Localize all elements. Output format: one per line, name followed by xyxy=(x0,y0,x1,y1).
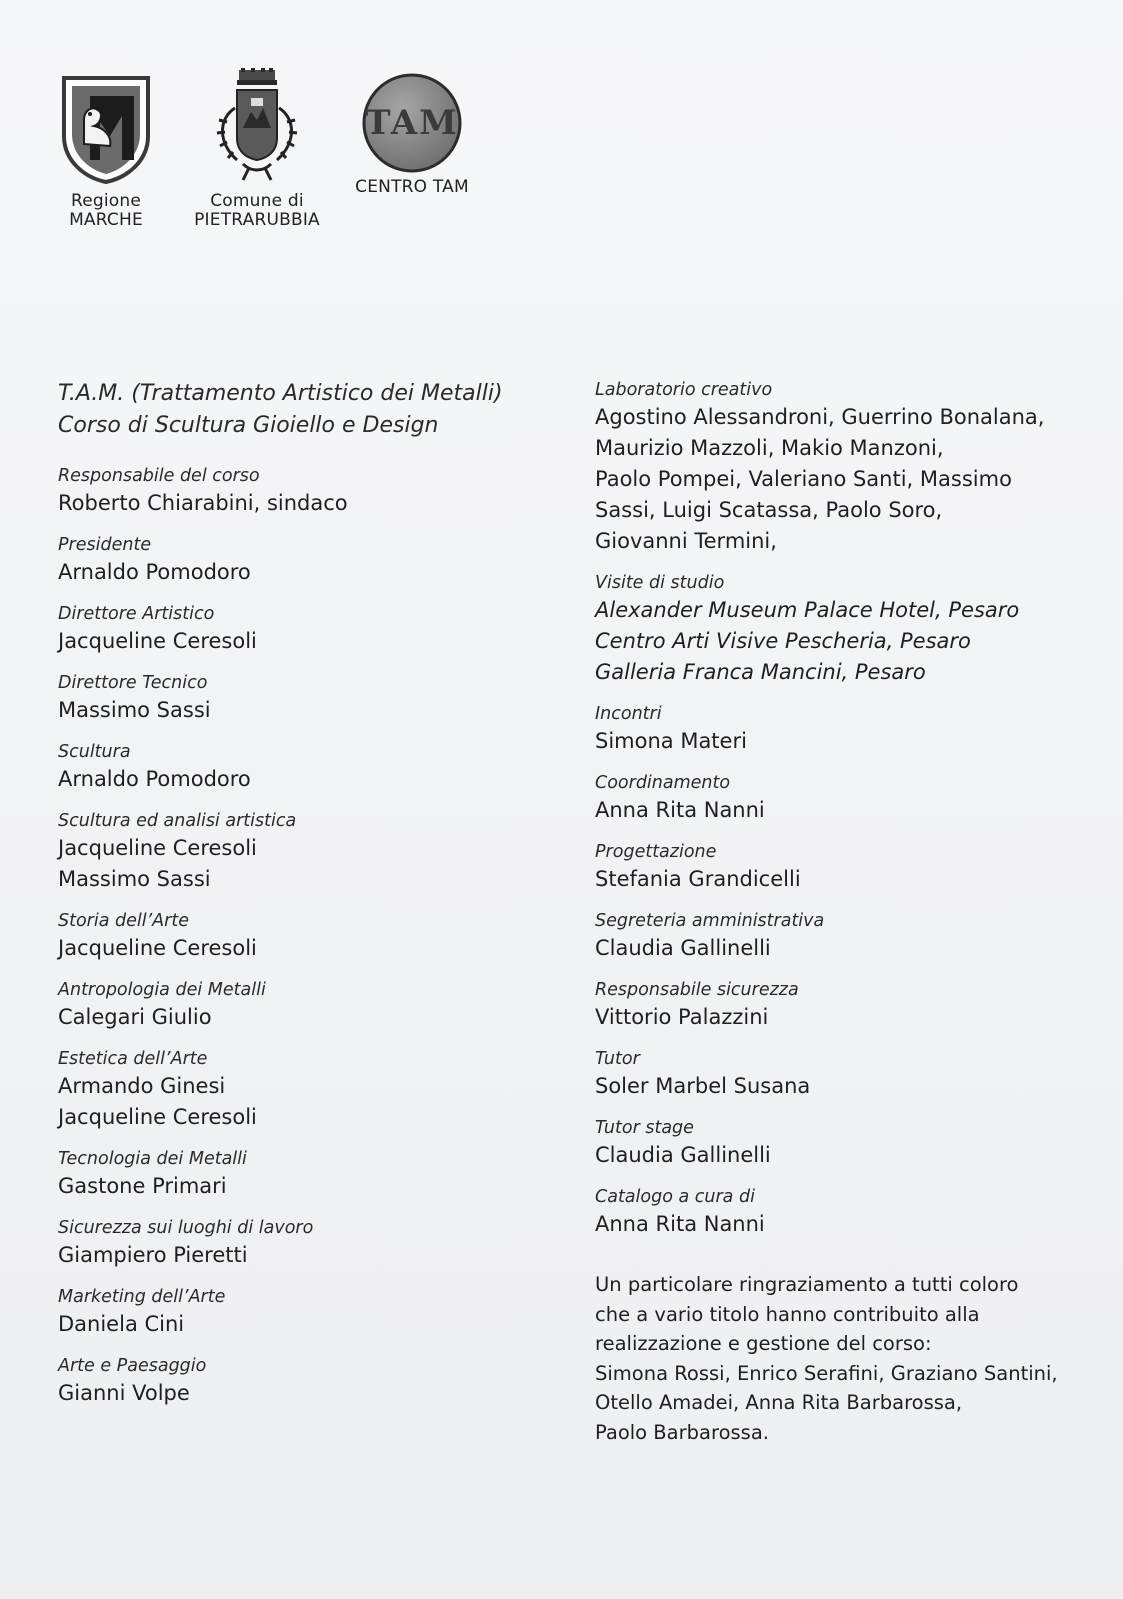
tam-emblem-icon xyxy=(358,72,466,174)
credit-name-line: Maurizio Mazzoli, Makio Manzoni, xyxy=(595,436,944,460)
regione-caption xyxy=(52,192,160,230)
comune-caption xyxy=(186,192,328,230)
credit-section xyxy=(58,978,558,1033)
credit-role-title: Scultura ed analisi artistica xyxy=(58,811,297,831)
credit-section xyxy=(58,1147,558,1202)
credit-section xyxy=(595,702,1095,757)
credit-name-line: Giampiero Pieretti xyxy=(58,1243,248,1267)
credit-section xyxy=(595,1047,1095,1102)
credit-role-title: Arte e Paesaggio xyxy=(58,1356,207,1376)
acknowledgement-line: Un particolare ringraziamento a tutti coloro xyxy=(595,1273,1019,1296)
pietrarubbia-caption-line: PIETRARUBBIA xyxy=(194,210,320,230)
regione-marche-logo xyxy=(52,74,160,230)
credit-name-line: Roberto Chiarabini, sindaco xyxy=(58,491,348,515)
credit-section xyxy=(58,1285,558,1340)
comune-di-caption-line: Comune di xyxy=(210,191,304,211)
tam-caption xyxy=(350,178,474,197)
credit-name-line: Sassi, Luigi Scatassa, Paolo Soro, xyxy=(595,498,943,522)
acknowledgement-line: realizzazione e gestione del corso: xyxy=(595,1332,932,1355)
credit-role-title: Responsabile del corso xyxy=(58,466,260,486)
credit-section xyxy=(595,771,1095,826)
credit-role-title: Responsabile sicurezza xyxy=(595,980,799,1000)
credit-role-title: Sicurezza sui luoghi di lavoro xyxy=(58,1218,314,1238)
credit-role-title: Tutor stage xyxy=(595,1118,694,1138)
course-heading-line-2: Corso di Scultura Gioiello e Design xyxy=(58,413,439,438)
credit-role-title: Catalogo a cura di xyxy=(595,1187,755,1207)
credit-section xyxy=(58,464,558,519)
regione-shield-icon xyxy=(60,74,152,184)
credit-name-line: Simona Materi xyxy=(595,729,747,753)
credit-section xyxy=(58,909,558,964)
credit-name-line: Vittorio Palazzini xyxy=(595,1005,769,1029)
centro-tam-logo xyxy=(350,72,474,197)
credit-name-line: Galleria Franca Mancini, Pesaro xyxy=(595,660,926,684)
credit-name-line: Gastone Primari xyxy=(58,1174,227,1198)
credit-section xyxy=(595,978,1095,1033)
credit-name-line: Massimo Sassi xyxy=(58,867,211,891)
comune-pietrarubbia-logo xyxy=(186,68,328,230)
right-column xyxy=(595,378,1095,1447)
credit-name-line: Anna Rita Nanni xyxy=(595,798,765,822)
credit-role-title: Visite di studio xyxy=(595,573,725,593)
credit-role-title: Scultura xyxy=(58,742,131,762)
credit-section xyxy=(58,740,558,795)
credit-name-line: Paolo Pompei, Valeriano Santi, Massimo xyxy=(595,467,1012,491)
credit-role-title: Tecnologia dei Metalli xyxy=(58,1149,247,1169)
credit-section xyxy=(58,602,558,657)
credit-section xyxy=(595,1185,1095,1240)
credit-section xyxy=(58,1047,558,1133)
credit-name-line: Giovanni Termini, xyxy=(595,529,777,553)
credit-role-title: Incontri xyxy=(595,704,662,724)
credit-role-title: Segreteria amministrativa xyxy=(595,911,825,931)
credit-section xyxy=(58,1354,558,1409)
credit-name-line: Claudia Gallinelli xyxy=(595,1143,771,1167)
comune-crest-icon xyxy=(207,68,307,186)
credit-name-line: Claudia Gallinelli xyxy=(595,936,771,960)
credit-name-line: Centro Arti Visive Pescheria, Pesaro xyxy=(595,629,971,653)
credit-name-line: Anna Rita Nanni xyxy=(595,1212,765,1236)
credit-section xyxy=(595,909,1095,964)
credit-role-title: Direttore Artistico xyxy=(58,604,215,624)
acknowledgements-paragraph xyxy=(595,1270,1095,1447)
credit-role-title: Presidente xyxy=(58,535,152,555)
credit-role-title: Direttore Tecnico xyxy=(58,673,208,693)
credit-section xyxy=(595,840,1095,895)
credit-name-line: Calegari Giulio xyxy=(58,1005,212,1029)
credit-name-line: Alexander Museum Palace Hotel, Pesaro xyxy=(595,598,1020,622)
credit-section xyxy=(58,1216,558,1271)
credit-name-line: Massimo Sassi xyxy=(58,698,211,722)
left-sections-list xyxy=(58,464,558,1409)
credit-role-title: Marketing dell’Arte xyxy=(58,1287,226,1307)
credit-name-line: Jacqueline Ceresoli xyxy=(58,836,257,860)
course-heading-line-1: T.A.M. (Trattamento Artistico dei Metalli) xyxy=(58,381,503,406)
credit-role-title: Coordinamento xyxy=(595,773,731,793)
course-heading xyxy=(58,378,558,442)
credit-name-line: Arnaldo Pomodoro xyxy=(58,560,251,584)
credit-role-title: Laboratorio creativo xyxy=(595,380,773,400)
credit-section xyxy=(58,809,558,895)
credit-role-title: Progettazione xyxy=(595,842,717,862)
credit-section xyxy=(58,671,558,726)
acknowledgement-line: Paolo Barbarossa. xyxy=(595,1420,769,1444)
credit-name-line: Arnaldo Pomodoro xyxy=(58,767,251,791)
credit-name-line: Agostino Alessandroni, Guerrino Bonalana, xyxy=(595,405,1045,429)
credit-name-line: Stefania Grandicelli xyxy=(595,867,801,891)
regione-caption-line: Regione xyxy=(70,191,142,211)
credit-role-title: Estetica dell’Arte xyxy=(58,1049,208,1069)
credit-name-line: Soler Marbel Susana xyxy=(595,1074,811,1098)
acknowledgement-line: Otello Amadei, Anna Rita Barbarossa, xyxy=(595,1391,963,1414)
acknowledgement-line: Simona Rossi, Enrico Serafini, Graziano Santini, xyxy=(595,1361,1058,1385)
credit-section xyxy=(595,571,1095,688)
acknowledgement-line: che a vario titolo hanno contribuito alla xyxy=(595,1302,980,1326)
credit-section xyxy=(595,378,1095,557)
credit-section xyxy=(595,1116,1095,1171)
credit-name-line: Gianni Volpe xyxy=(58,1381,190,1405)
centro-tam-caption-line: CENTRO TAM xyxy=(355,177,469,197)
credit-name-line: Jacqueline Ceresoli xyxy=(58,936,257,960)
credit-role-title: Storia dell’Arte xyxy=(58,911,189,931)
right-sections-list xyxy=(595,378,1095,1240)
credit-name-line: Armando Ginesi xyxy=(58,1074,226,1098)
credit-name-line: Jacqueline Ceresoli xyxy=(58,629,257,653)
credit-role-title: Tutor xyxy=(595,1049,640,1069)
credit-section xyxy=(58,533,558,588)
credit-name-line: Jacqueline Ceresoli xyxy=(58,1105,257,1129)
marche-caption-line: MARCHE xyxy=(69,210,143,230)
tam-emblem-text: TAM xyxy=(365,103,459,143)
credit-name-line: Daniela Cini xyxy=(58,1312,185,1336)
credit-role-title: Antropologia dei Metalli xyxy=(58,980,266,1000)
left-column xyxy=(58,378,558,1423)
